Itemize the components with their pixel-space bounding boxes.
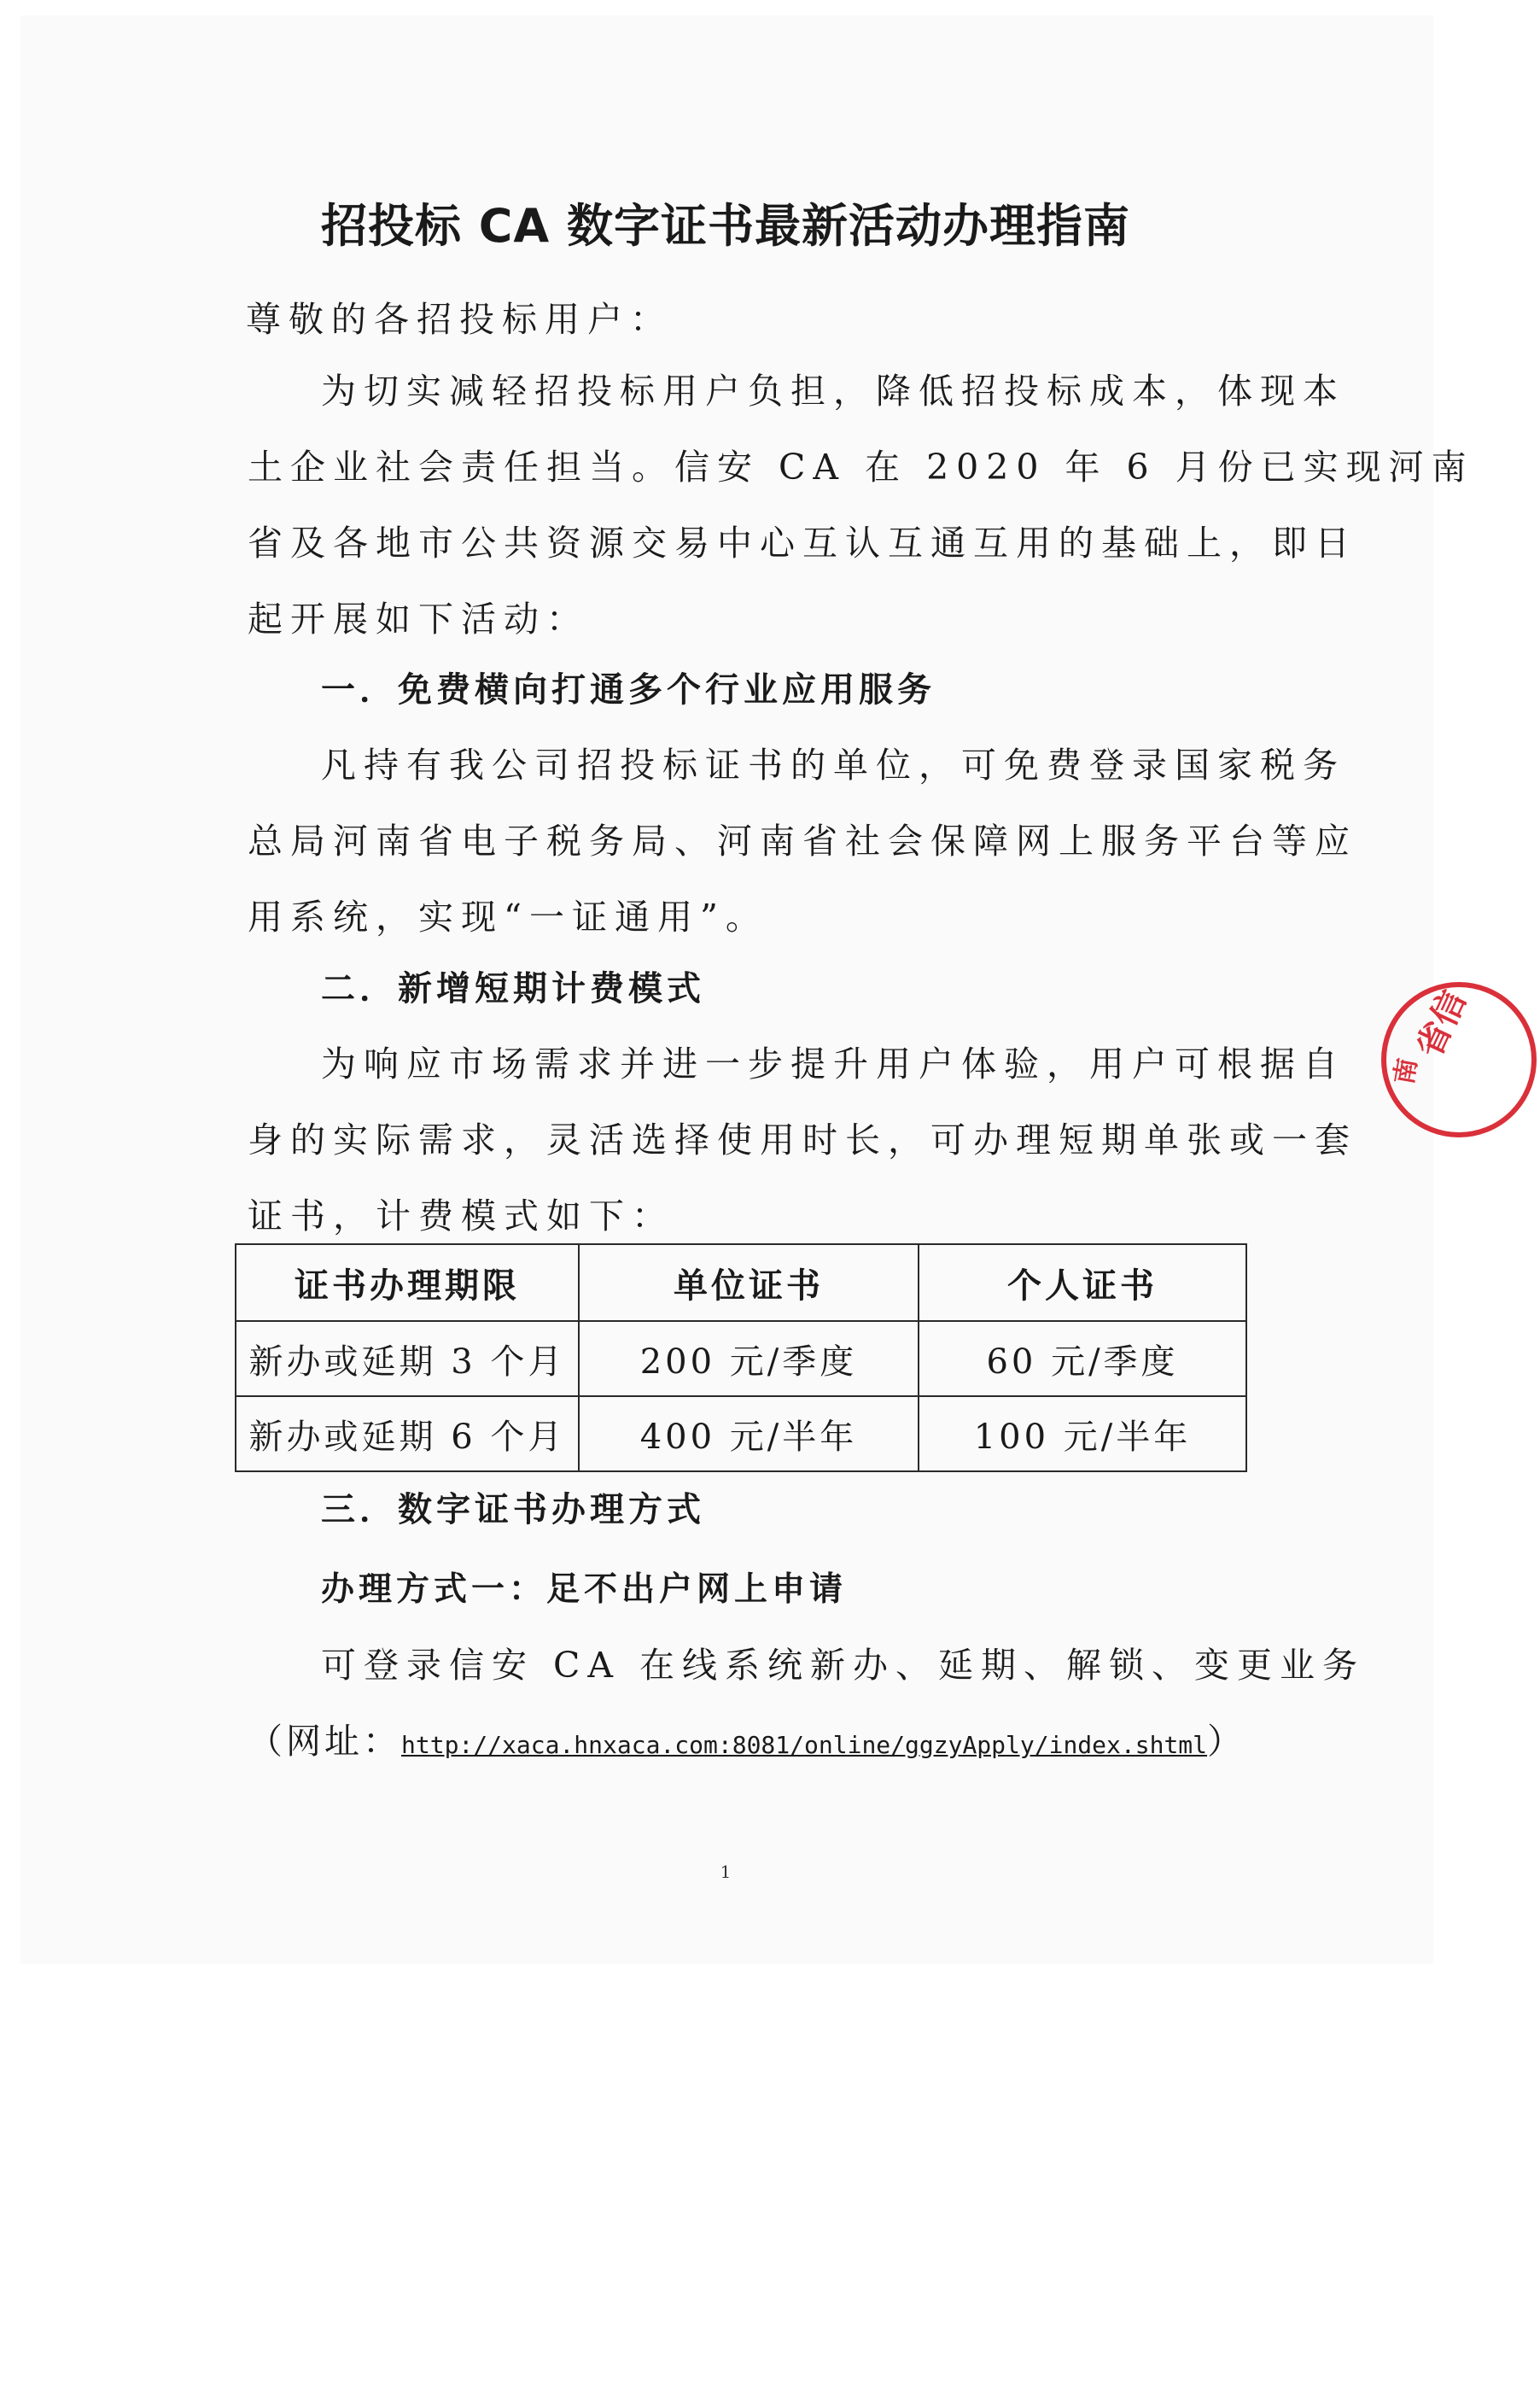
url-suffix: ） (1207, 1721, 1246, 1762)
table-row (236, 1396, 1246, 1471)
fee-table (235, 1243, 1247, 1472)
section-2-line: 为响应市场需求并进一步提升用户体验，用户可根据自 (321, 1044, 1345, 1084)
table-cell-period: 新办或延期 3 个月 (236, 1321, 579, 1396)
company-seal-icon (1378, 979, 1540, 1141)
salutation (246, 282, 1228, 358)
url-prefix: （网址： (248, 1721, 401, 1762)
section-1-line: 用系统，实现“一证通用”。 (248, 897, 768, 938)
column-header-personal-cert: 个人证书 (919, 1244, 1246, 1321)
table-cell-personal-price: 100 元/半年 (919, 1396, 1246, 1471)
section-2-line: 身的实际需求，灵活选择使用时长，可办理短期单张或一套 (248, 1120, 1357, 1160)
section-1-paragraph (248, 728, 1357, 956)
table-cell-unit-price: 200 元/季度 (579, 1321, 919, 1396)
section-1-line: 总局河南省电子税务局、河南省社会保障网上服务平台等应 (248, 821, 1357, 862)
intro-line: 省及各地市公共资源交易中心互认互通互用的基础上，即日 (248, 523, 1357, 564)
document-title: 招投标 CA 数字证书最新活动办理指南 (320, 199, 1131, 253)
salutation-text: 尊敬的各招投标用户： (246, 299, 673, 340)
section-2-heading: 二．新增短期计费模式 (321, 969, 705, 1008)
intro-line: 土企业社会责任担当。信安 CA 在 2020 年 6 月份已实现河南 (248, 447, 1474, 488)
table-row (236, 1321, 1246, 1396)
method-1-paragraph (248, 1628, 1366, 1783)
table-cell-period: 新办或延期 6 个月 (236, 1396, 579, 1471)
section-2-line: 证书，计费模式如下： (248, 1196, 674, 1236)
page-number: 1 (720, 1862, 732, 1882)
method-1-heading: 办理方式一：足不出户网上申请 (321, 1570, 848, 1609)
table-header-row (236, 1244, 1246, 1321)
intro-line: 为切实减轻招投标用户负担，降低招投标成本，体现本 (321, 371, 1345, 412)
table-cell-personal-price: 60 元/季度 (919, 1321, 1246, 1396)
application-url-link[interactable]: http://xaca.hnxaca.com:8081/online/ggzyApply/index.shtml (401, 1731, 1208, 1759)
svg-text:南: 南 (1389, 1055, 1424, 1087)
column-header-period: 证书办理期限 (236, 1244, 579, 1321)
method-1-line: 可登录信安 CA 在线系统新办、延期、解锁、变更业务 (321, 1645, 1366, 1686)
table-cell-unit-price: 400 元/半年 (579, 1396, 919, 1471)
intro-paragraph (248, 354, 1474, 658)
intro-line: 起开展如下活动： (248, 599, 589, 640)
svg-text:省信: 省信 (1409, 985, 1474, 1064)
section-3-heading: 三．数字证书办理方式 (321, 1490, 705, 1529)
column-header-unit-cert: 单位证书 (579, 1244, 919, 1321)
section-2-paragraph (248, 1026, 1357, 1254)
section-1-line: 凡持有我公司招投标证书的单位，可免费登录国家税务 (321, 745, 1345, 786)
section-1-heading: 一．免费横向打通多个行业应用服务 (321, 670, 936, 710)
url-line (248, 1704, 1246, 1783)
